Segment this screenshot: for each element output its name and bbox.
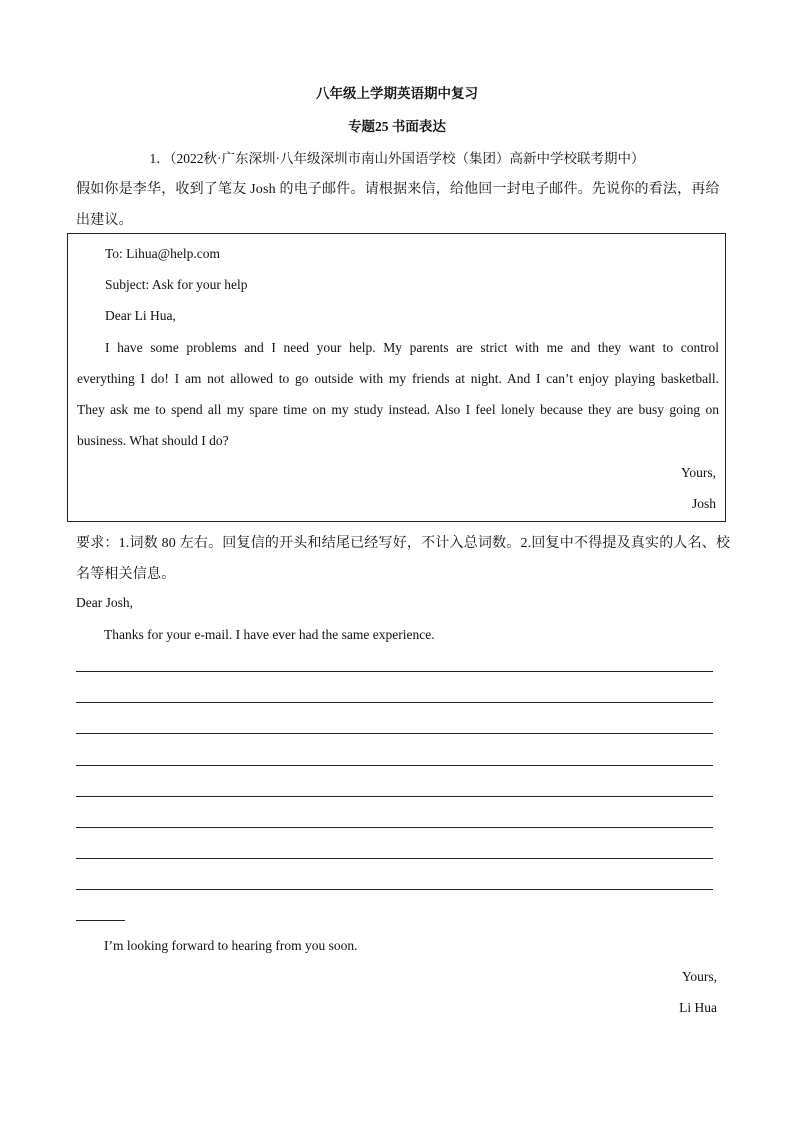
reply-greeting: Dear Josh,	[76, 595, 133, 610]
writing-line[interactable]	[76, 671, 713, 672]
writing-line[interactable]	[76, 765, 713, 766]
writing-line[interactable]	[76, 733, 713, 734]
writing-line[interactable]	[76, 702, 713, 703]
reply-signature: Li Hua	[679, 1000, 717, 1015]
reply-closing-sentence: I’m looking forward to hearing from you soon.	[104, 938, 358, 953]
email-to: To: Lihua@help.com	[105, 246, 220, 261]
email-body-line-3: They ask me to spend all my spare time on my study instead. Also I feel lonely because they are busy going on	[77, 402, 719, 417]
email-greeting: Dear Li Hua,	[105, 308, 176, 323]
reply-opening: Thanks for your e-mail. I have ever had the same experience.	[104, 627, 435, 642]
writing-line-end[interactable]	[76, 920, 125, 921]
reply-closing: Yours,	[681, 969, 717, 984]
requirements-line-1: 要求：1.词数 80 左右。回复信的开头和结尾已经写好，不计入总词数。2.回复中不得提及真实的人名、校	[76, 536, 731, 551]
email-body-line-4: business. What should I do?	[77, 433, 229, 448]
page-title: 八年级上学期英语期中复习	[316, 86, 478, 101]
email-body-line-2: everything I do! I am not allowed to go outside with my friends at night. And I can’t enjoy playing basketball.	[77, 371, 719, 386]
requirements-line-2: 名等相关信息。	[76, 567, 176, 582]
question-prompt-line-1: 假如你是李华，收到了笔友 Josh 的电子邮件。请根据来信，给他回一封电子邮件。先说你的看法，再给	[76, 182, 720, 197]
question-source: 1．（2022秋·广东深圳·八年级深圳市南山外国语学校（集团）高新中学校联考期中）	[149, 151, 645, 166]
email-body-line-1: I have some problems and I need your help. My parents are strict with me and they want to control	[105, 340, 719, 355]
writing-line[interactable]	[76, 827, 713, 828]
page-subtitle: 专题25 书面表达	[348, 119, 446, 134]
writing-line[interactable]	[76, 858, 713, 859]
email-subject: Subject: Ask for your help	[105, 277, 248, 292]
writing-line[interactable]	[76, 796, 713, 797]
writing-line[interactable]	[76, 889, 713, 890]
question-prompt-line-2: 出建议。	[76, 213, 133, 228]
email-box	[67, 233, 726, 522]
email-signature: Josh	[691, 496, 716, 511]
email-closing: Yours,	[680, 465, 716, 480]
